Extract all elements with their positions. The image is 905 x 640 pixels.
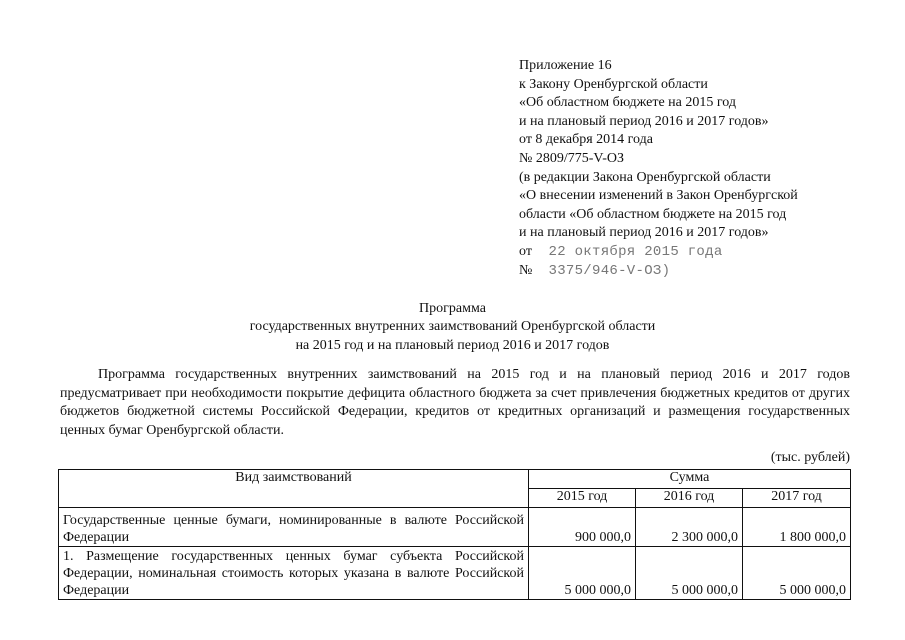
- table-row: [59, 508, 851, 547]
- row-value: 5 000 000,0: [743, 547, 851, 600]
- appendix-line: и на плановый период 2016 и 2017 годов»: [519, 113, 769, 129]
- appendix-line: области «Об областном бюджете на 2015 год: [519, 206, 787, 222]
- column-header-kind: Вид заимствований: [59, 470, 529, 508]
- amendment-date-stamp: 22 октября 2015 года: [548, 243, 723, 260]
- borrowings-table: [58, 469, 851, 600]
- intro-paragraph: Программа государственных внутренних заимствований на 2015 год и на плановый период 2016 и 2017 годов предусматривает при необходимости покрытие дефицита областного бюджета за счет привлечения бюджетных кредитов от других бюджетов бюджетной системы Российской Федерации, кредитов от кредитных организаций и размещения государственных ценных бумаг Оренбургской области.: [60, 367, 850, 438]
- amendment-number-label: №: [519, 262, 533, 278]
- intro-paragraph-block: [60, 366, 850, 440]
- appendix-line: от 8 декабря 2014 года: [519, 132, 653, 148]
- appendix-line: и на плановый период 2016 и 2017 годов»: [519, 225, 769, 241]
- title-line-1: Программа: [419, 301, 486, 316]
- column-header-year: 2017 год: [743, 489, 851, 508]
- column-header-year: 2016 год: [636, 489, 743, 508]
- units-note: (тыс. рублей): [770, 450, 850, 465]
- amendment-date-label: от: [519, 243, 532, 259]
- row-value: 5 000 000,0: [529, 547, 636, 600]
- amendment-number-line: [519, 262, 879, 281]
- title-line-2: государственных внутренних заимствований Оренбургской области: [249, 319, 656, 335]
- row-value: 900 000,0: [529, 508, 636, 547]
- column-header-sum: Сумма: [529, 470, 851, 489]
- row-value: 5 000 000,0: [636, 547, 743, 600]
- row-value: 2 300 000,0: [636, 508, 743, 547]
- row-value: 1 800 000,0: [743, 508, 851, 547]
- column-header-year: 2015 год: [529, 489, 636, 508]
- table-header-row: [59, 470, 851, 489]
- amendment-number-stamp: 3375/946-V-ОЗ): [548, 262, 671, 279]
- appendix-line: «О внесении изменений в Закон Оренбургской: [519, 188, 798, 204]
- appendix-line: № 2809/775-V-ОЗ: [519, 150, 625, 166]
- row-label: 1. Размещение государственных ценных бумаг субъекта Российской Федерации, номинальная стоимость которых указана в валюте Российской Федерации: [59, 547, 529, 600]
- appendix-header: [519, 57, 879, 280]
- appendix-line: Приложение 16: [519, 58, 612, 73]
- document-title: [150, 300, 755, 355]
- appendix-line: «Об областном бюджете на 2015 год: [519, 95, 736, 111]
- table-row: [59, 547, 851, 600]
- row-label: Государственные ценные бумаги, номинированные в валюте Российской Федерации: [59, 508, 529, 547]
- appendix-line: к Закону Оренбургской области: [519, 76, 708, 92]
- appendix-line: (в редакции Закона Оренбургской области: [519, 169, 771, 185]
- title-line-3: на 2015 год и на плановый период 2016 и 2017 годов: [295, 337, 610, 353]
- amendment-date-line: [519, 243, 879, 262]
